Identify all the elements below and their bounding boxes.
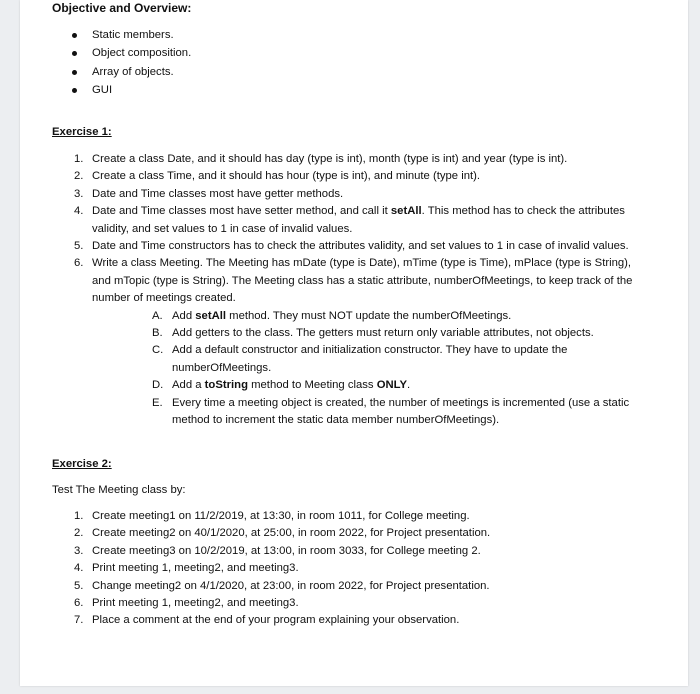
list-item: 5. Change meeting2 on 4/1/2020, at 23:00, in room 2022, for Project presentation. (74, 579, 490, 592)
list-item: 5. Date and Time constructors has to check the attributes validity, and set values to 1 in case of invalid values. (74, 240, 629, 253)
list-item: 6. Write a class Meeting. The Meeting has mDate (type is Date), mTime (type is Time), mPlace (type is String), and mTopic (type is String). The Meeting class has a static attribute, numberOfMeetings, to keep track of the number of meetings created. A. Add setAll method. They must NOT update the numberOfMeetings. B. Add getters to the class. The getters must return only variable attributes, not objects. C. Add a default constructor and initialization constructor. They have to update the numberOfMeetings. D. Add a toString method to Meeting class ONLY. E. Every time a meeting object is created, the number of meetings is incremented (use a static method to increment the static data member numberOfMeetings). (52, 255, 642, 429)
list-item: 3. Create meeting3 on 10/2/2019, at 13:00, in room 3033, for College meeting 2. (74, 544, 481, 557)
sublist-item: E. Every time a meeting object is created, the number of meetings is incremented (use a static method to increment the static data member numberOfMeetings). (152, 396, 630, 427)
exercise2-list (52, 508, 642, 630)
bullet-dot (72, 33, 77, 38)
list-item: 2. Create meeting2 on 40/1/2020, at 25:00, in room 2022, for Project presentation. (74, 527, 491, 540)
bullet-dot (72, 51, 77, 56)
exercise2-title: Exercise 2: (52, 458, 112, 470)
objective-bullet: Static members. (52, 27, 191, 45)
objective-bullet: Object composition. (52, 45, 191, 63)
list-item: 7. Place a comment at the end of your program explaining your observation. (74, 614, 460, 627)
sublist-item: A. Add setAll method. They must NOT update the numberOfMeetings. (152, 309, 512, 322)
exercise1-list (52, 151, 642, 430)
objective-list (52, 27, 191, 101)
list-item: 6. Print meeting 1, meeting2, and meeting3. (74, 597, 299, 610)
sublist-item: C. Add a default constructor and initialization constructor. They have to update the numberOfMeetings. (152, 344, 568, 374)
list-item: 1. Create a class Date, and it should has day (type is int), month (type is int) and year (type is int). (74, 153, 568, 165)
bullet-dot (72, 70, 77, 75)
exercise2-intro: Test The Meeting class by: (52, 484, 186, 496)
list-item: 3. Date and Time classes most have getter methods. (74, 187, 344, 200)
objective-bullet: GUI (52, 82, 191, 100)
list-item: 4. Date and Time classes most have setter method, and call it setAll. This method has to check the attributes validity, and set values to 1 in case of invalid values. (74, 205, 625, 235)
bullet-dot (72, 88, 77, 93)
exercise1-title: Exercise 1: (52, 126, 112, 138)
objective-heading: Objective and Overview: (52, 1, 192, 15)
sublist-item: D. Add a toString method to Meeting class ONLY. (152, 379, 411, 392)
sublist-item: B. Add getters to the class. The getters must return only variable attributes, not objects. (152, 327, 594, 340)
document-page (20, 0, 688, 686)
list-item: 1. Create meeting1 on 11/2/2019, at 13:30, in room 1011, for College meeting. (74, 510, 470, 522)
list-item: 4. Print meeting 1, meeting2, and meeting3. (74, 562, 299, 575)
meeting-sublist (92, 308, 642, 430)
objective-bullet: Array of objects. (52, 64, 191, 82)
list-item: 2. Create a class Time, and it should has hour (type is int), and minute (type int). (74, 170, 481, 183)
